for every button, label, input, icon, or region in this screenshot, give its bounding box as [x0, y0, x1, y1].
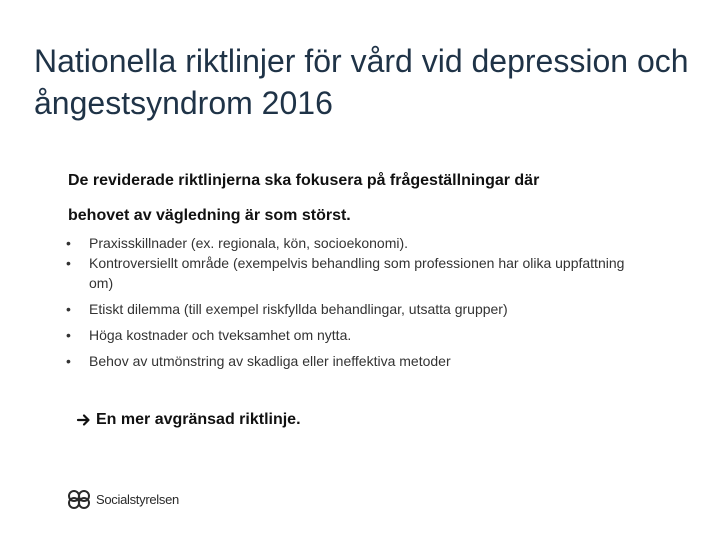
- bullet-icon: •: [66, 255, 71, 271]
- list-item: [66, 253, 646, 293]
- bullet-text: Praxisskillnader (ex. regionala, kön, socioekonomi).: [89, 235, 409, 251]
- conclusion-text: En mer avgränsad riktlinje.: [96, 411, 301, 428]
- socialstyrelsen-logo-icon: [66, 488, 92, 510]
- bullet-list: [66, 233, 646, 371]
- intro-line-1: De reviderade riktlinjerna ska fokusera på frågeställningar där: [68, 172, 540, 189]
- intro-text: [68, 163, 668, 233]
- slide-title: Nationella riktlinjer för vård vid depression och ångestsyndrom 2016: [34, 43, 689, 121]
- list-item: [66, 325, 646, 345]
- bullet-icon: •: [66, 353, 71, 369]
- bullet-icon: •: [66, 327, 71, 343]
- bullet-text: Etiskt dilemma (till exempel riskfyllda behandlingar, utsatta grupper): [89, 301, 508, 317]
- intro-line-2: behovet av vägledning är som störst.: [68, 207, 351, 224]
- list-item: [66, 351, 646, 371]
- footer-logo: [66, 488, 179, 510]
- bullet-icon: •: [66, 301, 71, 317]
- conclusion: [76, 411, 301, 429]
- arrow-right-icon: [76, 412, 92, 428]
- list-item: [66, 233, 646, 253]
- bullet-icon: •: [66, 235, 71, 251]
- bullet-text: Höga kostnader och tveksamhet om nytta.: [89, 327, 352, 343]
- logo-text: Socialstyrelsen: [96, 491, 179, 507]
- bullet-text: Behov av utmönstring av skadliga eller ineffektiva metoder: [89, 353, 451, 369]
- bullet-text: Kontroversiellt område (exempelvis behandling som professionen har olika uppfattning om): [89, 255, 625, 291]
- list-item: [66, 299, 646, 319]
